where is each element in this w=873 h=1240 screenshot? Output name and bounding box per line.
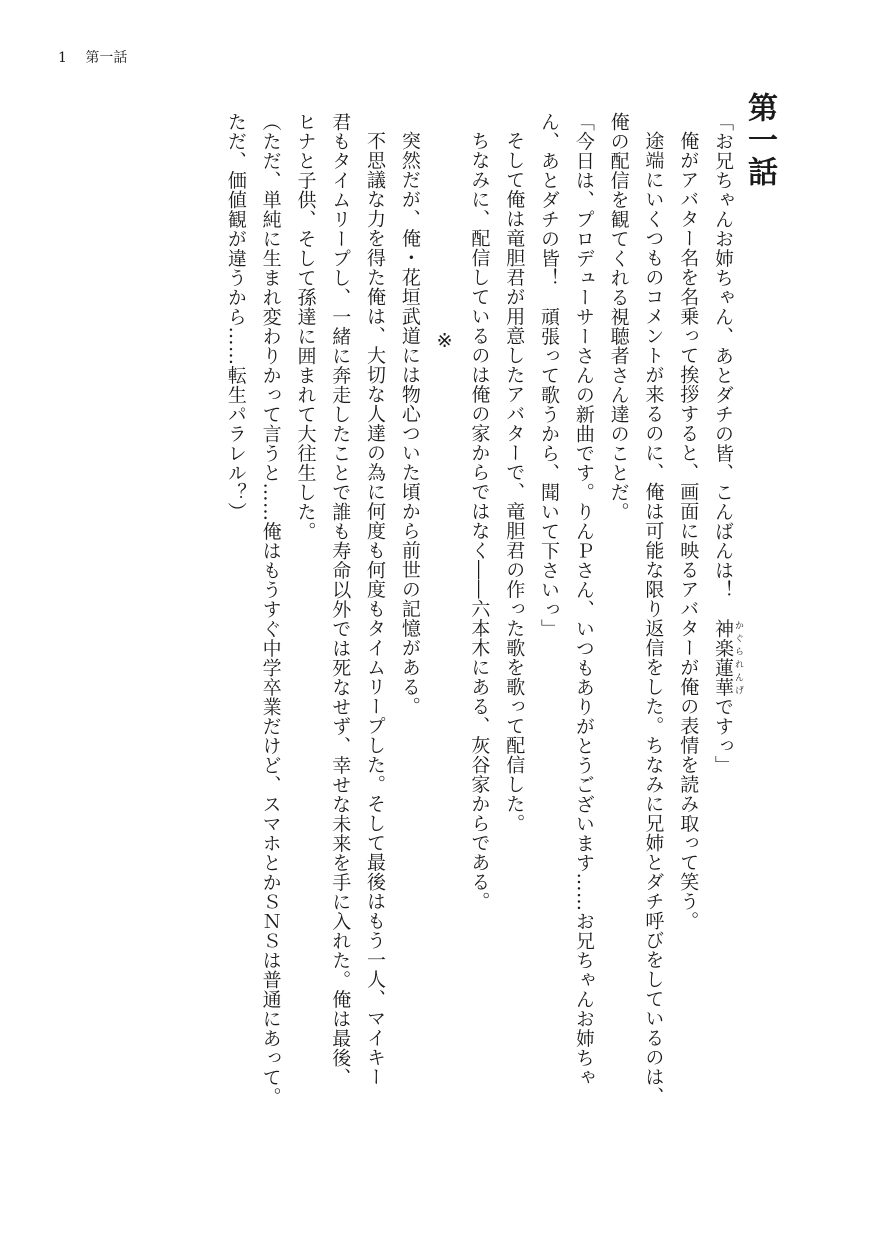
paragraph-line: 俺がアバター名を名乗って挨拶すると、画面に映るアバターが俺の表情を読み取って笑う。 — [677, 131, 700, 931]
section-separator: ※ — [433, 330, 456, 353]
paragraph-line: そして俺は竜胆君が用意したアバターで、竜胆君の作った歌を歌って配信した。 — [503, 131, 526, 833]
ruby-reading: かぐられんげ — [733, 619, 743, 697]
paragraph-line: 「今日は、プロデューサーさんの新曲です。りんＰさん、いつもありがとうございます……お兄ちゃんお姉ちゃ — [572, 112, 595, 1087]
ruby-name — [712, 619, 743, 697]
paragraph-line: 君もタイムリープし、一緒に奔走したことで誰も寿命以外では死なせず、幸せな未来を手に入れた。俺は最後、 — [329, 112, 352, 1087]
body-text — [23, 112, 743, 1172]
chapter-title: 第一話 — [742, 92, 777, 188]
dialogue-greeting-end: ですっ」 — [712, 697, 734, 775]
paragraph-line: （ただ、単純に生まれ変わりかって言うと……俺はもうすぐ中学卒業だけど、スマホとかＳＮＳは普通にあって。 — [259, 112, 282, 1107]
paragraph-line: 突然だが、俺・花垣武道には物心ついた頃から前世の記憶がある。 — [398, 131, 421, 716]
dialogue-greeting: 「お兄ちゃんお姉ちゃん、あとダチの皆、こんばんは！ — [712, 112, 734, 619]
paragraph-line: ただ、価値観が違うから……転生パラレル？） — [224, 112, 247, 522]
paragraph-line: ちなみに、配信しているのは俺の家からではなく――六本木にある、灰谷家からである。 — [468, 131, 491, 911]
running-header — [58, 48, 127, 68]
running-title: 第一話 — [85, 50, 128, 66]
paragraph-line: ん、あとダチの皆！ 頑張って歌うから、聞いて下さいっ」 — [538, 112, 561, 639]
paragraph-line: 不思議な力を得た俺は、大切な人達の為に何度も何度もタイムリープした。そして最後はもう一人、マイキー — [364, 131, 387, 1087]
paragraph-line: 俺の配信を観てくれる視聴者さん達のことだ。 — [607, 112, 630, 522]
paragraph-line: 途端にいくつものコメントが来るのに、俺は可能な限り返信をした。ちなみに兄姉とダチ呼びをしているのは、 — [642, 131, 665, 1106]
paragraph-line: ヒナと子供、そして孫達に囲まれて大往生した。 — [294, 112, 317, 541]
ruby-base: 神楽蓮華 — [712, 619, 734, 697]
page-number: 1 — [58, 50, 67, 66]
paragraph-line — [705, 112, 743, 1172]
